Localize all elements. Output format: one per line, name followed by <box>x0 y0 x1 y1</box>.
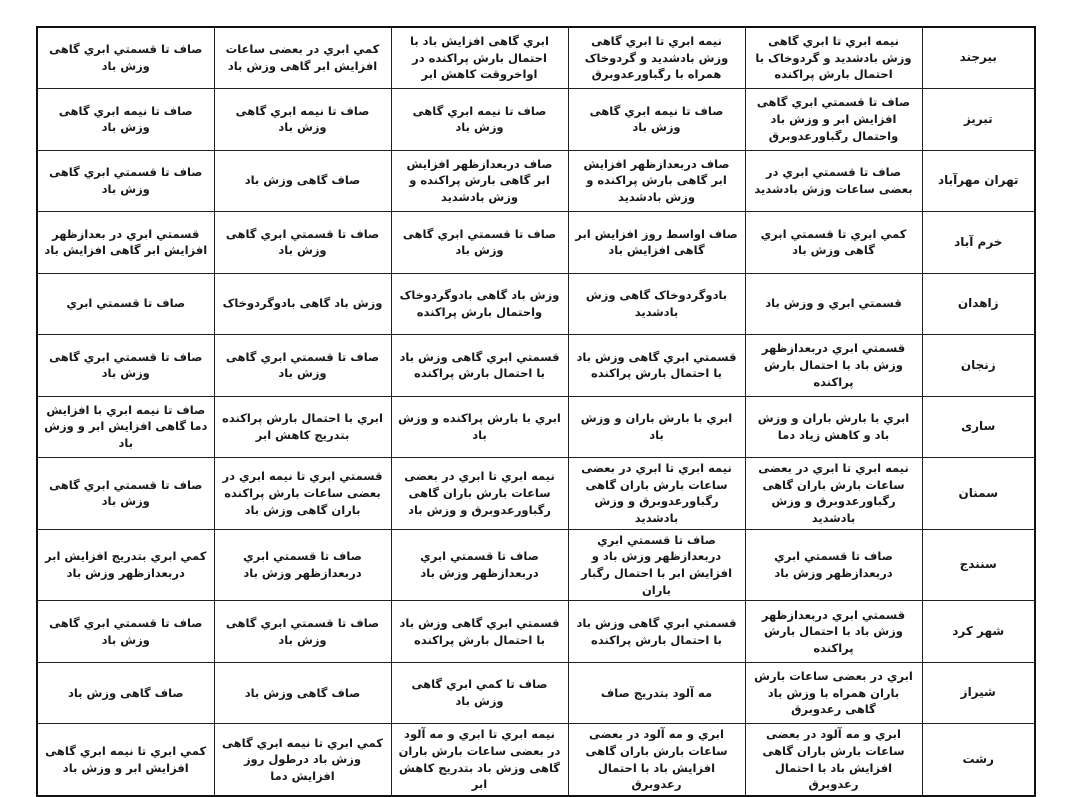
forecast-cell-day-5: صاف تا قسمتي ابري گاهی وزش باد <box>37 27 214 89</box>
forecast-cell-day-5: صاف تا قسمتي ابري گاهی وزش باد <box>37 335 214 397</box>
forecast-cell-day-2: صاف دربعدازظهر افزایش ابر گاهی بارش پراکنده و وزش بادشدید <box>568 150 745 212</box>
forecast-cell-day-2: صاف تا قسمتي ابري دربعدازظهر وزش باد و افزایش ابر با احتمال رگبار باران <box>568 529 745 601</box>
forecast-cell-day-5: کمي ابري بتدریج افزایش ابر دربعدازظهر وزش باد <box>37 529 214 601</box>
forecast-cell-day-3: وزش باد گاهی بادوگردوخاک واحتمال بارش پراکنده <box>391 273 568 335</box>
table-row <box>37 662 1035 724</box>
table-row <box>37 150 1035 212</box>
forecast-cell-day-2: صاف اواسط روز افزایش ابر گاهی افزایش باد <box>568 212 745 274</box>
forecast-cell-day-4: صاف تا قسمتي ابري دربعدازظهر وزش باد <box>214 529 391 601</box>
forecast-cell-day-1: صاف تا قسمتي ابري دربعدازظهر وزش باد <box>745 529 922 601</box>
table-row <box>37 89 1035 151</box>
forecast-cell-day-2: مه آلود بتدریج صاف <box>568 662 745 724</box>
forecast-cell-day-1: ابري با بارش باران و وزش باد و کاهش زیاد دما <box>745 396 922 458</box>
forecast-cell-day-4: ابري با احتمال بارش پراکنده بتدریج کاهش ابر <box>214 396 391 458</box>
table-row <box>37 529 1035 601</box>
forecast-cell-day-4: قسمتي ابري تا نیمه ابري در بعضی ساعات بارش پراکنده باران گاهی وزش باد <box>214 458 391 530</box>
forecast-cell-day-5: صاف تا نیمه ابري با افزایش دما گاهی افزایش ابر و وزش باد <box>37 396 214 458</box>
city-name-cell: زاهدان <box>922 273 1035 335</box>
table-row <box>37 212 1035 274</box>
forecast-cell-day-2: ابري و مه آلود در بعضی ساعات بارش باران گاهی افزایش باد با احتمال رعدوبرق <box>568 724 745 796</box>
forecast-cell-day-5: صاف تا قسمتي ابري <box>37 273 214 335</box>
city-name-cell: شیراز <box>922 662 1035 724</box>
forecast-cell-day-3: صاف تا قسمتي ابري گاهی وزش باد <box>391 212 568 274</box>
forecast-cell-day-3: قسمتي ابري گاهی وزش باد با احتمال بارش پراکنده <box>391 601 568 663</box>
forecast-cell-day-1: قسمتي ابري و وزش باد <box>745 273 922 335</box>
forecast-cell-day-4: صاف تا قسمتي ابري گاهی وزش باد <box>214 335 391 397</box>
forecast-cell-day-4: کمي ابري تا نیمه ابري گاهی وزش باد درطول روز افزایش دما <box>214 724 391 796</box>
city-name-cell: خرم آباد <box>922 212 1035 274</box>
forecast-cell-day-5: صاف تا قسمتي ابري گاهی وزش باد <box>37 601 214 663</box>
forecast-cell-day-1: صاف تا قسمتي ابري در بعضی ساعات وزش بادشدید <box>745 150 922 212</box>
city-name-cell: سمنان <box>922 458 1035 530</box>
city-name-cell: شهر کرد <box>922 601 1035 663</box>
forecast-cell-day-3: نیمه ابري تا ابري در بعضی ساعات بارش باران گاهی رگباورعدوبرق و وزش باد <box>391 458 568 530</box>
table-row <box>37 396 1035 458</box>
city-name-cell: ساری <box>922 396 1035 458</box>
forecast-cell-day-3: قسمتي ابري گاهی وزش باد با احتمال بارش پراکنده <box>391 335 568 397</box>
forecast-cell-day-1: قسمتي ابري دربعدازظهر وزش باد با احتمال بارش پراکنده <box>745 335 922 397</box>
forecast-cell-day-3: صاف دربعدازظهر افزایش ابر گاهی بارش پراکنده و وزش بادشدید <box>391 150 568 212</box>
forecast-table-body <box>37 27 1035 796</box>
forecast-cell-day-4: صاف گاهی وزش باد <box>214 662 391 724</box>
weather-forecast-table <box>36 26 1036 797</box>
forecast-cell-day-5: صاف تا نیمه ابري گاهی وزش باد <box>37 89 214 151</box>
forecast-cell-day-1: نیمه ابري تا ابري گاهی وزش بادشدید و گردوخاک با احتمال بارش پراکنده <box>745 27 922 89</box>
forecast-cell-day-3: ابري با بارش پراکنده و وزش باد <box>391 396 568 458</box>
city-name-cell: تهران مهرآباد <box>922 150 1035 212</box>
forecast-cell-day-4: وزش باد گاهی بادوگردوخاک <box>214 273 391 335</box>
forecast-cell-day-5: صاف گاهی وزش باد <box>37 662 214 724</box>
table-row <box>37 724 1035 796</box>
city-name-cell: زنجان <box>922 335 1035 397</box>
forecast-cell-day-2: ابري با بارش باران و وزش باد <box>568 396 745 458</box>
forecast-cell-day-2: صاف تا نیمه ابري گاهی وزش باد <box>568 89 745 151</box>
forecast-cell-day-1: کمي ابري تا قسمتي ابري گاهی وزش باد <box>745 212 922 274</box>
forecast-cell-day-5: کمي ابري تا نیمه ابري گاهی افزایش ابر و وزش باد <box>37 724 214 796</box>
forecast-cell-day-4: صاف تا قسمتي ابري گاهی وزش باد <box>214 212 391 274</box>
forecast-cell-day-1: نیمه ابري تا ابري در بعضی ساعات بارش باران گاهی رگباورعدوبرق و وزش بادشدید <box>745 458 922 530</box>
city-name-cell: بیرجند <box>922 27 1035 89</box>
forecast-cell-day-2: قسمتي ابري گاهی وزش باد با احتمال بارش پراکنده <box>568 601 745 663</box>
forecast-cell-day-1: قسمتي ابري دربعدازظهر وزش باد با احتمال بارش پراکنده <box>745 601 922 663</box>
forecast-cell-day-3: نیمه ابري تا ابري و مه آلود در بعضی ساعات بارش باران گاهی وزش باد بتدریج کاهش ابر <box>391 724 568 796</box>
city-name-cell: تبریز <box>922 89 1035 151</box>
forecast-cell-day-2: قسمتي ابري گاهی وزش باد با احتمال بارش پراکنده <box>568 335 745 397</box>
forecast-cell-day-4: کمي ابري در بعضی ساعات افزایش ابر گاهی وزش باد <box>214 27 391 89</box>
table-row <box>37 335 1035 397</box>
forecast-cell-day-1: صاف تا قسمتي ابري گاهی افزایش ابر و وزش باد واحتمال رگباورعدوبرق <box>745 89 922 151</box>
forecast-cell-day-3: صاف تا کمي ابري گاهی وزش باد <box>391 662 568 724</box>
forecast-cell-day-3: ابري گاهی افزایش باد با احتمال بارش پراکنده در اواخروقت کاهش ابر <box>391 27 568 89</box>
forecast-cell-day-5: صاف تا قسمتي ابري گاهی وزش باد <box>37 150 214 212</box>
forecast-cell-day-2: بادوگردوخاک گاهی وزش بادشدید <box>568 273 745 335</box>
forecast-cell-day-2: نیمه ابري تا ابري در بعضی ساعات بارش باران گاهی رگباورعدوبرق و وزش بادشدید <box>568 458 745 530</box>
forecast-cell-day-4: صاف تا نیمه ابري گاهی وزش باد <box>214 89 391 151</box>
forecast-cell-day-3: صاف تا قسمتي ابري دربعدازظهر وزش باد <box>391 529 568 601</box>
forecast-cell-day-2: نیمه ابري تا ابري گاهی وزش بادشدید و گردوخاک همراه با رگباورعدوبرق <box>568 27 745 89</box>
city-name-cell: رشت <box>922 724 1035 796</box>
forecast-cell-day-5: صاف تا قسمتي ابري گاهی وزش باد <box>37 458 214 530</box>
forecast-cell-day-4: صاف گاهی وزش باد <box>214 150 391 212</box>
table-row <box>37 458 1035 530</box>
table-row <box>37 601 1035 663</box>
forecast-cell-day-4: صاف تا قسمتي ابري گاهی وزش باد <box>214 601 391 663</box>
table-row <box>37 27 1035 89</box>
table-row <box>37 273 1035 335</box>
forecast-cell-day-1: ابري و مه آلود در بعضی ساعات بارش باران گاهی افزایش باد با احتمال رعدوبرق <box>745 724 922 796</box>
city-name-cell: سنندج <box>922 529 1035 601</box>
forecast-cell-day-3: صاف تا نیمه ابري گاهی وزش باد <box>391 89 568 151</box>
forecast-cell-day-1: ابري در بعضی ساعات بارش باران همراه با وزش باد گاهی رعدوبرق <box>745 662 922 724</box>
forecast-cell-day-5: قسمتي ابري در بعدازظهر افزایش ابر گاهی افزایش باد <box>37 212 214 274</box>
